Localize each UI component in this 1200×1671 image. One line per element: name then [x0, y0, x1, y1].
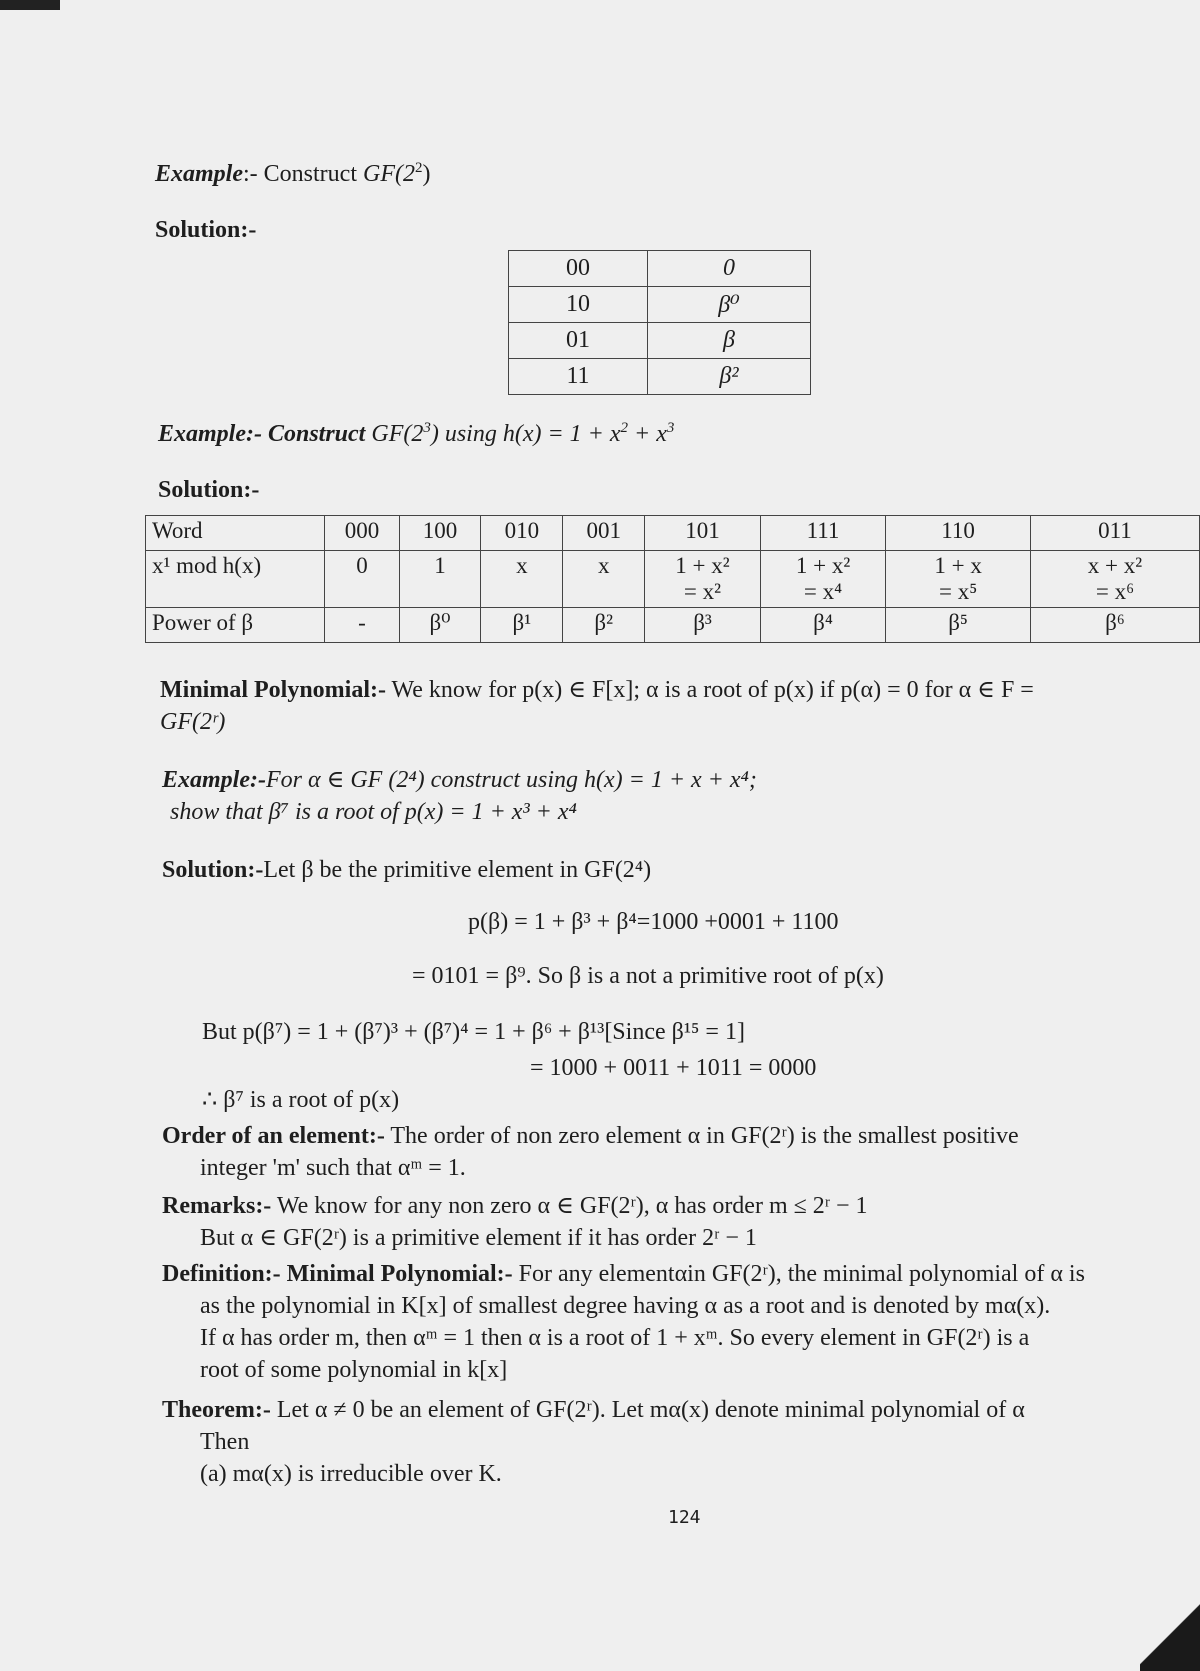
paragraph-text: For any elementαin GF(2ʳ), the minimal polynomial of α is	[512, 1261, 1085, 1287]
exponent: 2	[414, 160, 423, 176]
table-cell: 1 + x = x⁵	[886, 551, 1031, 608]
minimal-polynomial-paragraph	[160, 674, 1034, 738]
example-text: :- Construct	[243, 161, 363, 187]
paragraph-text: root of some polynomial in k[x]	[200, 1357, 508, 1383]
paragraph-text: We know for any non zero α ∈ GF(2ʳ), α has order m ≤ 2ʳ − 1	[271, 1193, 868, 1219]
term-label: Order of an element:-	[162, 1123, 385, 1149]
row-label: Power of β	[146, 608, 325, 643]
column-header: 000	[325, 516, 399, 551]
equation-5: ∴ β⁷ is a root of p(x)	[202, 1087, 400, 1113]
gf4-table	[508, 250, 811, 395]
column-header: 110	[886, 516, 1031, 551]
column-header: 011	[1030, 516, 1199, 551]
table-cell: 11	[509, 359, 648, 395]
table-row	[509, 287, 811, 323]
table-cell: x + x² = x⁶	[1030, 551, 1199, 608]
column-header: Word	[146, 516, 325, 551]
row-label: x¹ mod h(x)	[146, 551, 325, 608]
table-cell: β²	[563, 608, 645, 643]
table-cell: 1 + x² = x²	[645, 551, 761, 608]
term-label: Minimal Polynomial:-	[160, 677, 386, 703]
table-row	[509, 251, 811, 287]
table-cell: β⁵	[886, 608, 1031, 643]
gf8-table	[145, 515, 1200, 643]
table-cell: 1	[399, 551, 481, 608]
term-label: Definition:- Minimal Polynomial:-	[162, 1261, 513, 1287]
table-cell: β³	[645, 608, 761, 643]
table-cell: β²	[648, 359, 811, 395]
equation-4: = 1000 + 0011 + 1011 = 0000	[530, 1055, 817, 1081]
theorem-paragraph	[162, 1394, 1025, 1490]
example-label: Example:- Construct	[158, 421, 372, 447]
column-header: 100	[399, 516, 481, 551]
paragraph-text: We know for p(x) ∈ F[x]; α is a root of p(x) if p(α) = 0 for α ∈ F =	[385, 677, 1034, 703]
paragraph-text: Let β be the primitive element in GF(2⁴)	[263, 857, 652, 883]
table-cell: β⁶	[1030, 608, 1199, 643]
table-cell: 10	[509, 287, 648, 323]
paragraph-text: GF(2ʳ)	[160, 709, 226, 735]
table-cell: β⁴	[760, 608, 885, 643]
solution-label: Solution:-	[162, 857, 264, 883]
exponent: 3	[666, 420, 675, 436]
exponent: 3	[423, 420, 431, 436]
paragraph-text: Let α ≠ 0 be an element of GF(2ʳ). Let mα(x) denote minimal polynomial of α	[270, 1397, 1025, 1423]
equation-2: = 0101 = β⁹. So β is a not a primitive root of p(x)	[412, 963, 884, 989]
example-1-heading	[155, 158, 430, 190]
paragraph-text: If α has order m, then αᵐ = 1 then α is a root of 1 + xᵐ. So every element in GF(2ʳ) is a	[200, 1325, 1030, 1351]
table-cell: β¹	[481, 608, 563, 643]
paren: )	[422, 161, 431, 187]
example-label: Example:-	[162, 767, 266, 793]
example-label: Example	[155, 161, 243, 187]
table-cell: β	[648, 323, 811, 359]
table-cell: 0	[648, 251, 811, 287]
paragraph-text: integer 'm' such that αᵐ = 1.	[200, 1155, 466, 1181]
table-row	[509, 323, 811, 359]
plus-term: + x	[628, 421, 667, 447]
exponent: 2	[620, 420, 629, 436]
table-row	[146, 551, 1200, 608]
example-text: show that β⁷ is a root of p(x) = 1 + x³ + x⁴	[170, 799, 577, 825]
solution-3-paragraph	[162, 854, 651, 886]
term-label: Remarks:-	[162, 1193, 272, 1219]
solution-1-label: Solution:-	[155, 217, 257, 243]
example-2-heading	[158, 418, 674, 450]
table-cell: 0	[325, 551, 399, 608]
equation-1: p(β) = 1 + β³ + β⁴=1000 +0001 + 1100	[468, 909, 839, 935]
table-row	[146, 608, 1200, 643]
equation-3: But p(β⁷) = 1 + (β⁷)³ + (β⁷)⁴ = 1 + β⁶ + β¹³[Since β¹⁵ = 1]	[202, 1019, 745, 1045]
column-header: 001	[563, 516, 645, 551]
table-cell: 1 + x² = x⁴	[760, 551, 885, 608]
table-header-row	[146, 516, 1200, 551]
paragraph-text: as the polynomial in K[x] of smallest degree having α as a root and is denoted by mα(x).	[200, 1293, 1051, 1319]
column-header: 010	[481, 516, 563, 551]
example-3-heading	[162, 764, 757, 828]
using-text: ) using h(x) = 1 + x	[430, 421, 621, 447]
definition-paragraph	[162, 1258, 1085, 1386]
table-row	[509, 359, 811, 395]
paragraph-text: The order of non zero element α in GF(2ʳ) is the smallest positive	[384, 1123, 1019, 1149]
table-cell: -	[325, 608, 399, 643]
table-cell: β⁰	[648, 287, 811, 323]
table-cell: x	[481, 551, 563, 608]
paragraph-text: Then	[200, 1429, 250, 1455]
page-curl-shadow	[1140, 1581, 1200, 1671]
table-cell: 00	[509, 251, 648, 287]
gf-symbol: GF(2	[371, 421, 424, 447]
table-cell: 01	[509, 323, 648, 359]
example-text: For α ∈ GF (2⁴) construct using h(x) = 1 + x + x⁴;	[265, 767, 757, 793]
column-header: 101	[645, 516, 761, 551]
solution-2-label: Solution:-	[158, 477, 260, 503]
paragraph-text: But α ∈ GF(2ʳ) is a primitive element if it has order 2ʳ − 1	[200, 1225, 757, 1251]
table-cell: x	[563, 551, 645, 608]
term-label: Theorem:-	[162, 1397, 271, 1423]
page-number: 124	[668, 1507, 701, 1528]
page-edge-shadow	[0, 0, 60, 10]
gf-symbol: GF(2	[363, 161, 415, 187]
table-cell: β⁰	[399, 608, 481, 643]
order-paragraph	[162, 1120, 1019, 1184]
paragraph-text: (a) mα(x) is irreducible over K.	[200, 1461, 502, 1487]
column-header: 111	[760, 516, 885, 551]
remarks-paragraph	[162, 1190, 868, 1254]
